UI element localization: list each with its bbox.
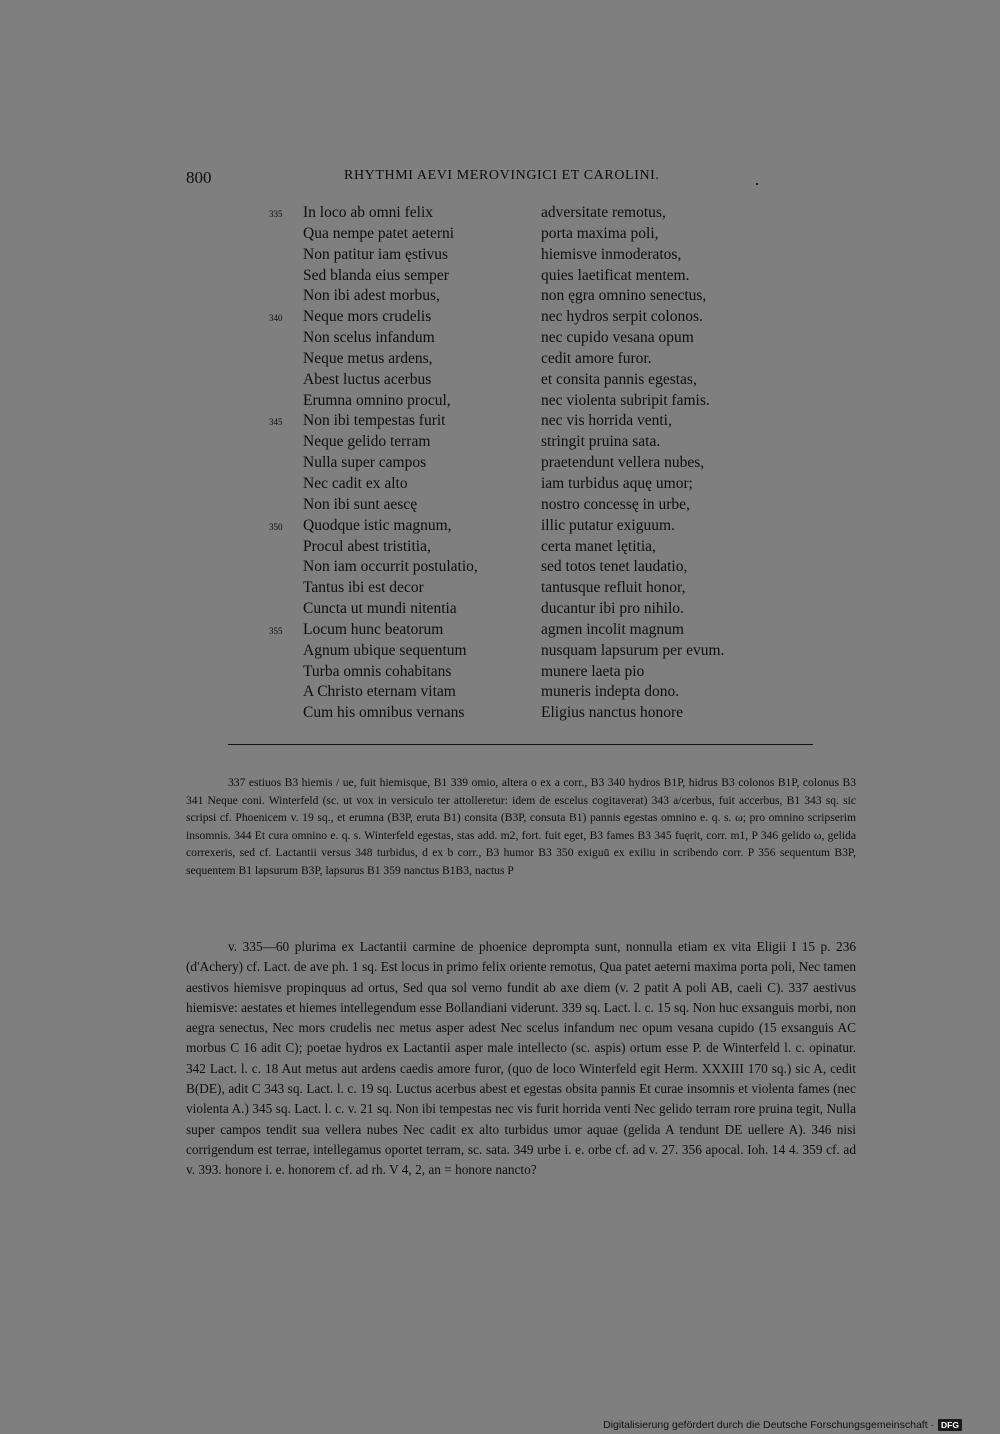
verse-second-half: adversitate remotus, <box>541 204 666 221</box>
poem-line <box>0 453 1000 474</box>
verse-first-half: Nulla super campos <box>303 454 427 472</box>
verse-first-half: Procul abest tristitia, <box>303 537 431 555</box>
commentary <box>186 937 856 1181</box>
poem-line <box>0 266 1000 287</box>
poem-line <box>0 578 1000 599</box>
footer-credit-text: Digitalisierung gefördert durch die Deutsche Forschungsgemeinschaft · <box>603 1419 935 1431</box>
verse-second-half: nusquam lapsurum per evum. <box>541 641 725 659</box>
verse-second-half: munere laeta pio <box>541 662 645 680</box>
verse-first-half: Non ibi sunt aescę <box>303 495 418 513</box>
verse-second-half: cedit amore furor. <box>541 349 652 367</box>
poem-line <box>0 307 1000 328</box>
verse-first-half: Sed blanda eius semper <box>303 266 449 284</box>
verse-first-half: Quodque istic magnum, <box>303 516 452 534</box>
verse-first-half: Non iam occurrit postulatio, <box>303 558 478 576</box>
line-number: 345 <box>269 417 283 428</box>
line-number: 335 <box>269 209 283 219</box>
poem-line <box>0 224 1000 245</box>
verse-first-half: Nec cadit ex alto <box>303 474 408 492</box>
verse-first-half: Cuncta ut mundi nitentia <box>303 600 457 618</box>
footnote-rule <box>228 744 813 745</box>
poem-line <box>0 432 1000 453</box>
poem <box>0 203 1000 724</box>
poem-line <box>0 328 1000 349</box>
verse-first-half: Abest luctus acerbus <box>303 370 432 388</box>
ink-dot <box>756 183 758 185</box>
verse-second-half: nec cupido vesana opum <box>541 329 694 347</box>
verse-first-half: In loco ab omni felix <box>303 204 433 221</box>
poem-line <box>0 391 1000 412</box>
verse-first-half: Non patitur iam ęstivus <box>303 245 449 263</box>
verse-first-half: A Christo eternam vitam <box>303 683 456 701</box>
poem-line <box>0 495 1000 516</box>
poem-line <box>0 599 1000 620</box>
verse-second-half: nec hydros serpit colonos. <box>541 308 703 326</box>
footer-credit <box>603 1419 962 1431</box>
poem-line <box>0 557 1000 578</box>
verse-second-half: nec vis horrida venti, <box>541 412 672 430</box>
verse-second-half: certa manet lętitia, <box>541 537 656 555</box>
poem-line <box>0 641 1000 662</box>
verse-second-half: muneris indepta dono. <box>541 683 680 701</box>
poem-line <box>0 682 1000 703</box>
verse-second-half: iam turbidus aquę umor; <box>541 474 693 492</box>
verse-second-half: porta maxima poli, <box>541 224 659 242</box>
verse-first-half: Neque metus ardens, <box>303 349 433 367</box>
line-number: 340 <box>269 313 283 324</box>
verse-second-half: tantusque refluit honor, <box>541 579 686 597</box>
running-title: RHYTHMI AEVI MEROVINGICI ET CAROLINI. <box>344 168 660 183</box>
verse-first-half: Erumna omnino procul, <box>303 391 451 409</box>
poem-line <box>0 203 1000 224</box>
verse-first-half: Agnum ubique sequentum <box>303 641 467 659</box>
critical-apparatus <box>186 774 856 880</box>
poem-line <box>0 662 1000 683</box>
verse-first-half: Non ibi tempestas furit <box>303 412 446 430</box>
verse-second-half: ducantur ibi pro nihilo. <box>541 600 684 618</box>
poem-line <box>0 245 1000 266</box>
poem-line <box>0 620 1000 641</box>
poem-line <box>0 516 1000 537</box>
verse-first-half: Qua nempe patet aeterni <box>303 224 455 242</box>
verse-second-half: stringit pruina sata. <box>541 433 661 451</box>
poem-line <box>0 411 1000 432</box>
poem-line <box>0 703 1000 724</box>
poem-line <box>0 537 1000 558</box>
verse-first-half: Turba omnis cohabitans <box>303 662 452 680</box>
verse-second-half: quies laetificat mentem. <box>541 266 690 284</box>
verse-first-half: Non ibi adest morbus, <box>303 287 440 305</box>
page-number: 800 <box>186 168 212 187</box>
verse-second-half: praetendunt vellera nubes, <box>541 454 705 472</box>
verse-first-half: Cum his omnibus vernans <box>303 704 465 722</box>
verse-second-half: et consita pannis egestas, <box>541 370 697 388</box>
verse-second-half: sed totos tenet laudatio, <box>541 558 688 576</box>
poem-line <box>0 370 1000 391</box>
verse-second-half: non ęgra omnino senectus, <box>541 287 707 305</box>
commentary-text: v. 335—60 plurima ex Lactantii carmine de phoenice deprompta sunt, nonnulla etiam ex vita Eligii I 15 p. 236 (d'Achery) cf. Lact. de ave ph. 1 sq. Est locus in primo felix oriente remotus, Qua patet aeterni maxima porta poli, Nec tamen aestivos hiemisve propinquus ad ortus, Sed qua sol verno fundit ab axe diem (v. 2 patit A poli AB, caeli C). 337 aestivus hiemisve: aestates et hiemes intellegendum esse Bollandiani viderunt. 339 sq. Lact. l. c. 15 sq. Non huc exsanguis morbi, non aegra senectus, Nec mors crudelis nec metus asper adest Nec scelus infandum nec opum vesana cupido (15 exsanguis AC morbus C 16 adit C); poetae hydros ex Lactantii asper male intellecto (sc. aspis) ortum esse P. de Winterfeld l. c. opinatur. 342 Lact. l. c. 18 Aut metus aut ardens caedis amore furor, (quo de loco Winterfeld egit Herm. XXXIII 170 sq.) sic A, cedit B(DE), adit C 343 sq. Lact. l. c. 19 sq. Luctus acerbus abest et egestas obsita pannis Et curae insomnis et violenta fames (nec violenta A.) 345 sq. Lact. l. c. v. 21 sq. Non ibi tempestas nec vis furit horrida venti Nec gelido terram rore pruina tegit, Nulla super campos tendit sua vellera nubes Nec cadit ex alto turbidus umor aquae (gelida A tendunt DE uellere A). 346 nisi corrigendum est terrae, intellegamus oportet terram, sc. sata. 349 urbe i. e. orbe cf. ad v. 27. 356 apocal. Ioh. 14 4. 359 cf. ad v. 393. honore i. e. honorem cf. ad rh. V 4, 2, an = honore nancto? <box>186 939 856 1178</box>
verse-first-half: Neque gelido terram <box>303 433 431 451</box>
verse-second-half: nec violenta subripit famis. <box>541 391 710 409</box>
poem-line <box>0 349 1000 370</box>
verse-first-half: Neque mors crudelis <box>303 308 432 326</box>
poem-line <box>0 474 1000 495</box>
verse-second-half: agmen incolit magnum <box>541 620 684 638</box>
verse-first-half: Non scelus infandum <box>303 329 435 347</box>
apparatus-text: 337 estiuos B3 hiemis / ue, fuit hiemisque, B1 339 omio, altera o ex a corr., B3 340 hydros B1P, hidrus B3 colonos B1P, colonus B3 341 Neque coni. Winterfeld (sc. ut vox in versiculo ter attolleretur: idem de escelus cogitaverat) 343 a/cerbus, fuit accerbus, B1 343 sq. sic scripsi cf. Phoenicem v. 19 sq., et erumna (B3P, eruta B1) consita (B3P, consuta B1) pannis egestas omnino e. q. s. ω; pro omnino scripserim insomnis. 344 Et cura omnino e. q. s. Winterfeld egestas, stas add. m2, fort. fuit eget, B3 fames B3 345 fuęrit, corr. m1, P 346 gelido ω, gelida correxeris, sed cf. Lactantii versus 348 turbidus, d ex b corr., B3 humor B3 350 exiguū ex exiliu in scribendo corr. P 356 sequentum B3P, sequentem B1 lapsurum B3P, lapsurus B1 359 nanctus B1B3, nactus P <box>186 776 856 877</box>
poem-line <box>0 286 1000 307</box>
verse-second-half: Eligius nanctus honore <box>541 704 684 722</box>
line-number: 350 <box>269 521 283 532</box>
dfg-logo: DFG <box>938 1419 962 1431</box>
verse-second-half: nostro concessę in urbe, <box>541 495 690 513</box>
verse-second-half: hiemisve inmoderatos, <box>541 245 682 263</box>
verse-second-half: illic putatur exiguum. <box>541 516 675 534</box>
line-number: 355 <box>269 625 283 636</box>
verse-first-half: Locum hunc beatorum <box>303 620 444 638</box>
verse-first-half: Tantus ibi est decor <box>303 579 424 597</box>
